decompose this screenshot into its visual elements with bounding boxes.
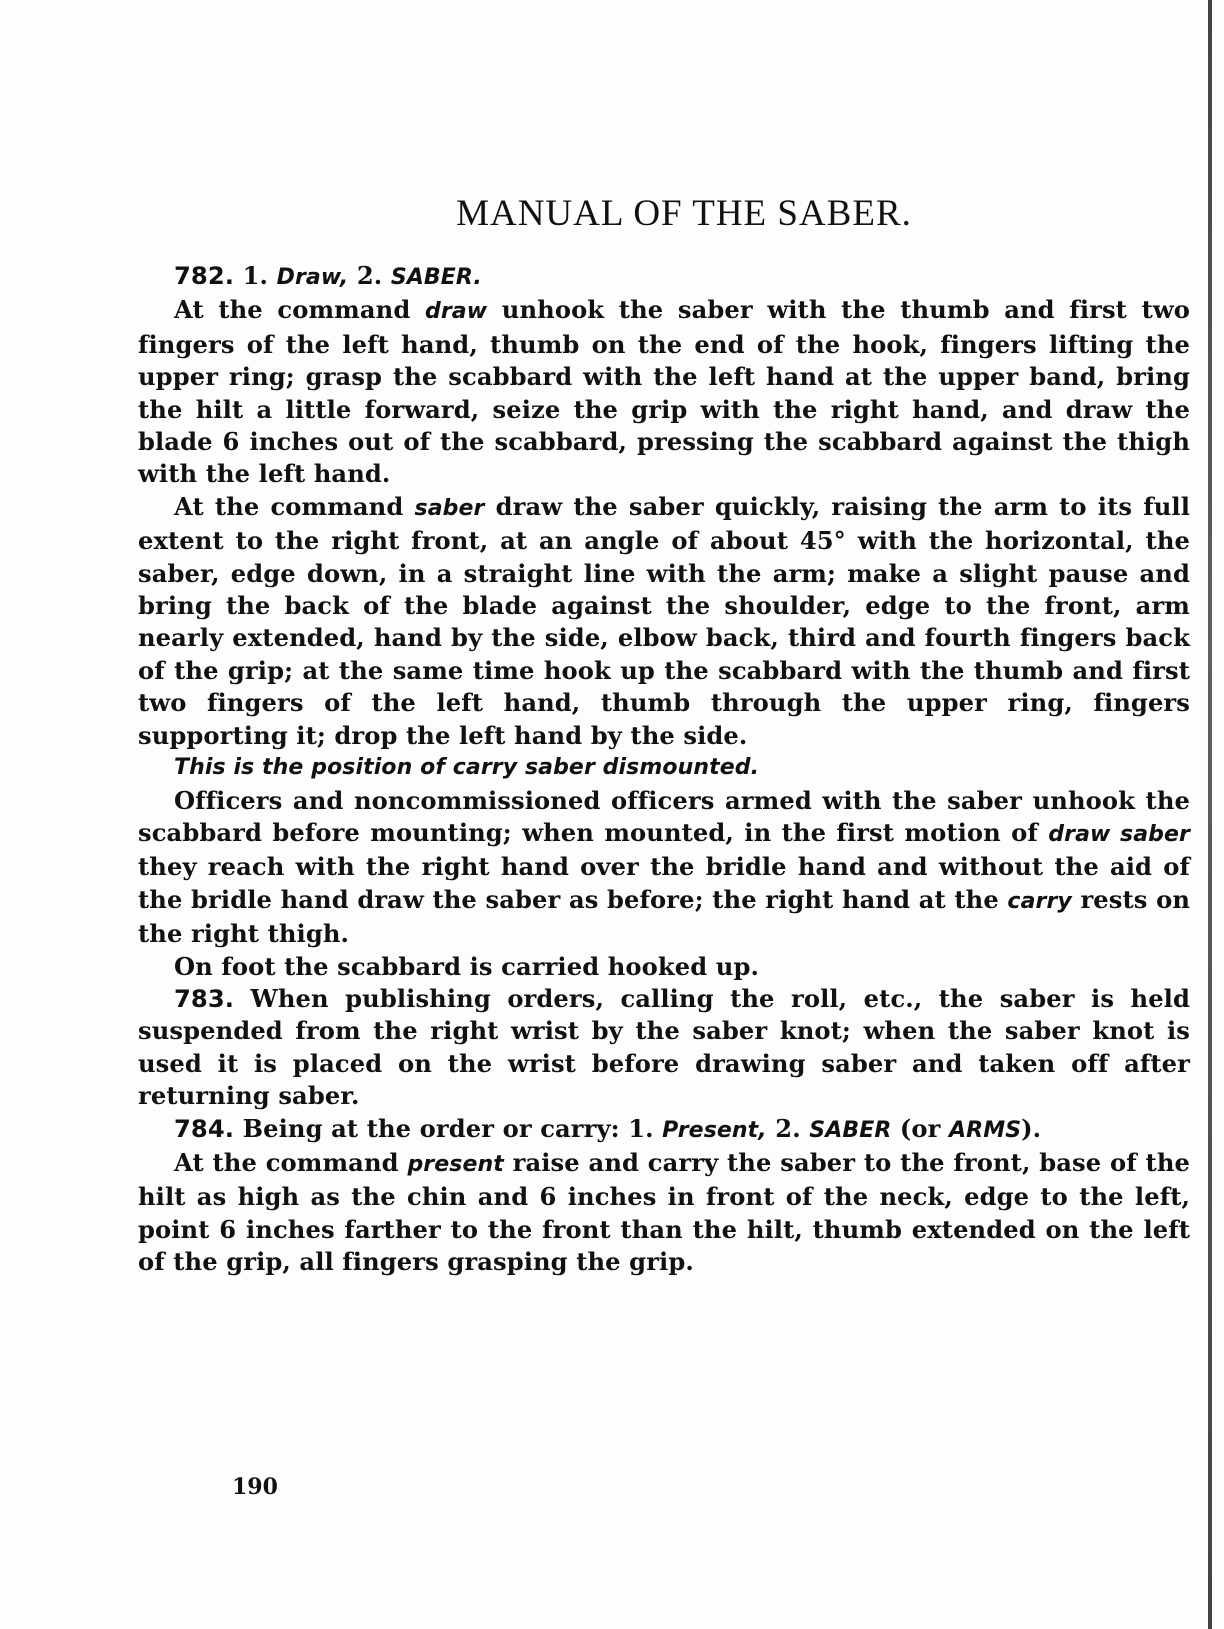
text-span: At the command [174,491,415,521]
text-span: they reach with the right hand over the bridle hand and without the aid of the bridle hand draw the saber as before; the right hand at the [138,852,1190,914]
command-text: draw [424,299,488,325]
text-span: Being at the order or carry: 1. [234,1113,663,1143]
scan-edge [1208,0,1212,1629]
text-span: At the command [174,295,425,325]
command-text: saber [414,495,485,521]
page-body [138,192,1190,1279]
command-text: draw saber [1048,821,1190,847]
paragraph-carry-position: This is the position of carry saber dismounted. [174,755,760,781]
paragraph-784-present [138,1147,1190,1279]
text-span: When publishing orders, calling the roll, etc., the saber is held suspended from the right wrist by the saber knot; when the saber knot is used it is placed on the wrist before drawing saber and taken off after returning saber. [138,983,1190,1111]
command-text: Draw, [276,265,349,290]
paragraph-782-mounted [138,785,1190,951]
text-span: rests on the right thigh. [138,884,1191,949]
paragraph-782-saber [138,491,1190,752]
text-span: unhook the saber with the thumb and first two fingers of the left hand, thumb on the end of the hook, fingers lifting the upper ring; grasp the scabbard with the left hand at the upper band, bring the hilt a little forward, seize the grip with the right hand, and draw the blade 6 inches out of the scabbard, pressing the scabbard against the thigh with the left hand. [138,295,1190,489]
command-text: SABER. [390,265,482,290]
text-span: (or [891,1113,950,1143]
command-text: ARMS [949,1117,1022,1143]
text-span: 2. [766,1113,810,1143]
page-number: 190 [232,1474,278,1500]
command-text: carry [1007,888,1072,914]
text-span: draw the saber quickly, raising the arm to its full extent to the right front, at an angle of about 45° with the horizontal, the saber, edge down, in a straight line with the arm; make a slight pause and bring the back of the blade against the shoulder, edge to the front, arm nearly extended, hand by the side, elbow back, third and fourth fingers back of the grip; at the same time hook up the scabbard with the thumb and first two fingers of the left hand, thumb through the upper ring, fingers supporting it; drop the left hand by the side. [138,491,1190,750]
text-span: Officers and noncommissioned officers armed with the saber unhook the scabbard before mounting; when mounted, in the first motion of [138,785,1190,847]
paragraph-number: 784. [174,1114,235,1143]
paragraph-782-foot: On foot the scabbard is carried hooked up. [174,951,759,981]
paragraph-784-heading [138,1113,1190,1147]
text-span: ). [1021,1113,1042,1143]
page-title: MANUAL OF THE SABER. [456,193,912,234]
paragraph-number: 783. [174,984,235,1013]
command-text: SABER [809,1117,892,1143]
command-text: Present, [662,1117,767,1143]
text-span: 2. [348,261,391,290]
paragraph-782-heading [138,260,1190,294]
text-span: raise and carry the saber to the front, base of the hilt as high as the chin and 6 inches in front of the neck, edge to the left, point 6 inches farther to the front than the hilt, thumb extended on the left of the grip, all fingers grasping the grip. [138,1147,1190,1277]
paragraph-783 [138,983,1190,1113]
text-span: 1. [234,261,277,290]
paragraph-number: 782. [174,262,235,290]
text-span: At the command [174,1147,408,1177]
paragraph-782-draw [138,294,1190,490]
command-text: present [407,1151,504,1177]
